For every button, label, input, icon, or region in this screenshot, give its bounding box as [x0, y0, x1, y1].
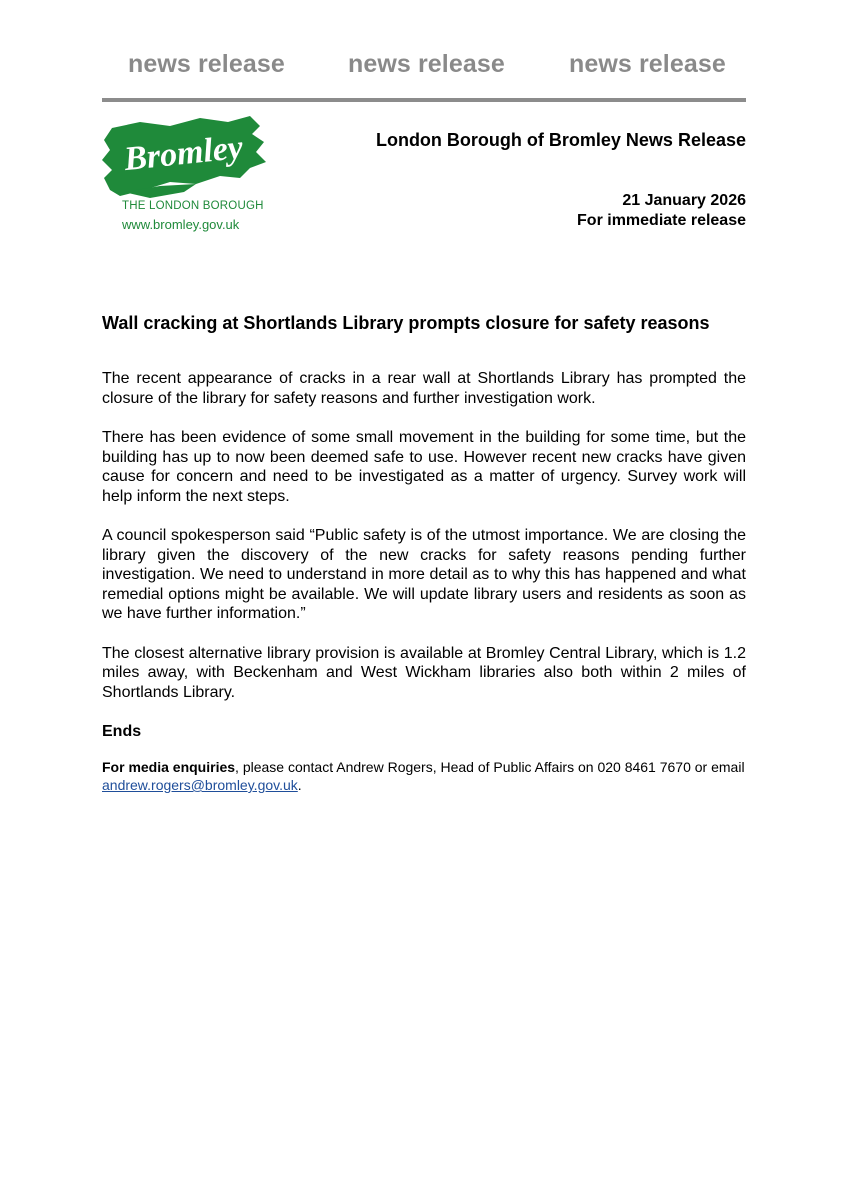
logo-url: www.bromley.gov.uk	[122, 217, 240, 232]
release-title: London Borough of Bromley News Release	[375, 130, 746, 150]
ends-marker: Ends	[102, 723, 142, 740]
paragraph-2: There has been evidence of some small movement in the building for some time, but the building has up to now been deemed safe to use. However recent new cracks have given cause for concern and need to be investigated as a matter of urgency. Survey work will help inform the next steps.	[102, 429, 746, 505]
article-headline: Wall cracking at Shortlands Library prompts closure for safety reasons	[102, 313, 710, 333]
paragraph-1: The recent appearance of cracks in a rear wall at Shortlands Library has prompted the closure of the library for safety reasons and further investigation work.	[102, 370, 746, 407]
masthead-word-3: news release	[569, 50, 726, 78]
release-note: For immediate release	[577, 212, 746, 229]
paragraph-4: The closest alternative library provision is available at Bromley Central Library, which is 1.2 miles away, with Beckenham and West Wickham libraries also both within 2 miles of Shortlands Library.	[102, 644, 746, 701]
masthead-divider	[102, 98, 746, 102]
media-email-link[interactable]: andrew.rogers@bromley.gov.uk	[102, 777, 298, 793]
masthead	[102, 50, 746, 80]
release-date: 21 January 2026	[622, 192, 746, 209]
logo-wordmark: Bromley	[122, 128, 245, 179]
media-text: , please contact Andrew Rogers, Head of Public Affairs on 020 8461 7670 or email	[235, 759, 745, 775]
media-enquiries	[102, 758, 746, 794]
media-end: .	[297, 777, 302, 793]
paragraph-3: A council spokesperson said “Public safety is of the utmost importance. We are closing the library given the discovery of the new cracks for safety reasons pending further investigation. We need to understand in more detail as to why this has happened and what remedial options might be available. We will update library users and residents as soon as we have further information.”	[102, 527, 746, 622]
masthead-word-1: news release	[128, 50, 285, 78]
media-label: For media enquiries	[102, 759, 236, 775]
masthead-word-2: news release	[348, 50, 505, 78]
article-body	[102, 312, 746, 794]
logo-subtitle: THE LONDON BOROUGH	[122, 200, 264, 212]
